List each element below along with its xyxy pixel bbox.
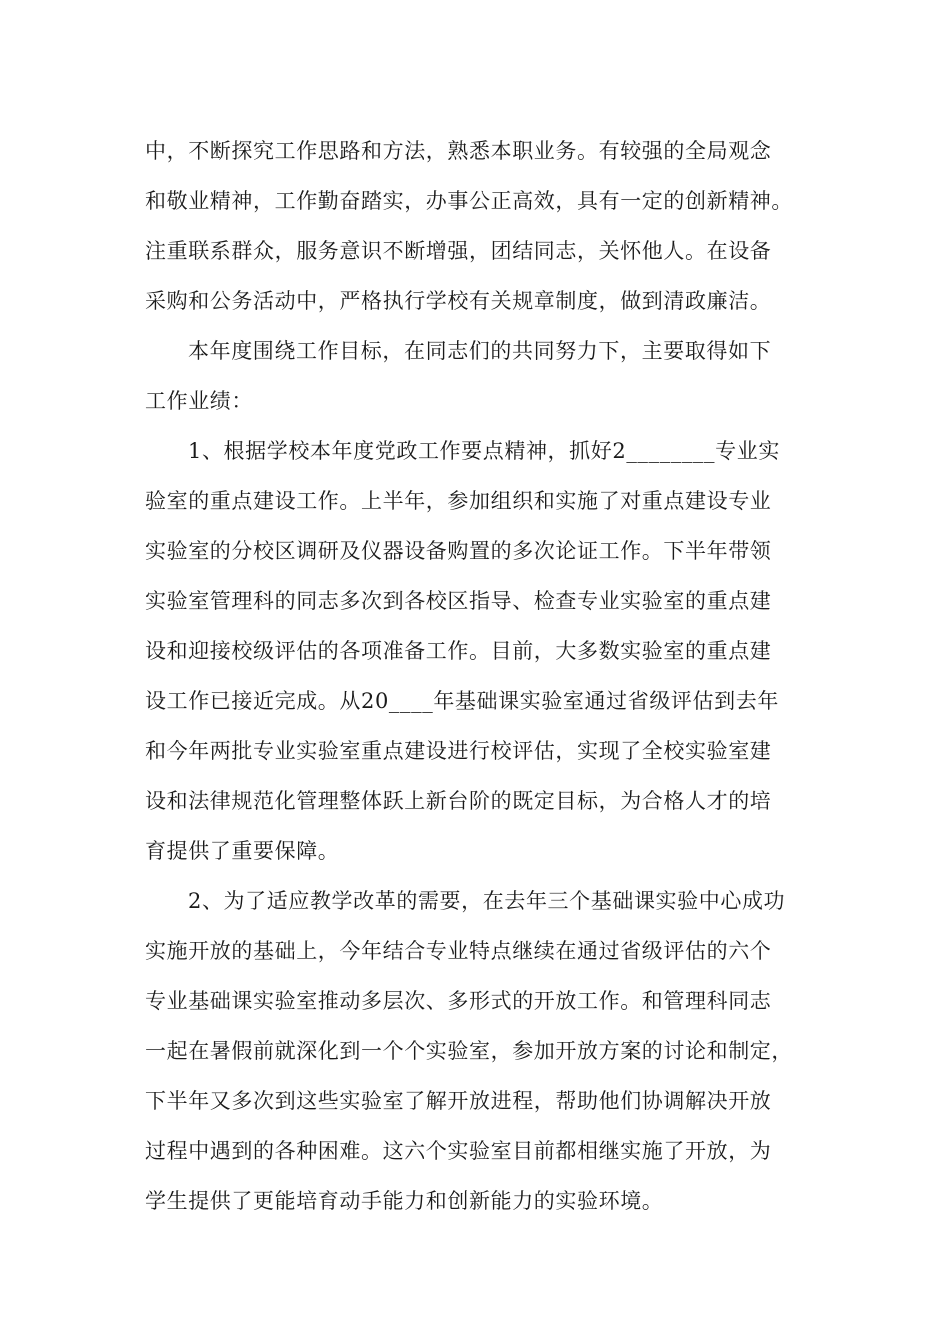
paragraph-first-line: 2、为了适应教学改革的需要，在去年三个基础课实验中心成功 — [188, 889, 786, 913]
text-line: 下半年又多次到这些实验室了解开放进程，帮助他们协调解决开放 — [145, 1089, 772, 1113]
text-line: 设和迎接校级评估的各项准备工作。目前，大多数实验室的重点建 — [145, 639, 772, 663]
text-line: 学生提供了更能培育动手能力和创新能力的实验环境。 — [145, 1189, 664, 1213]
text-line: 实施开放的基础上，今年结合专业特点继续在通过省级评估的六个 — [145, 939, 772, 963]
text-line: 设工作已接近完成。从20____年基础课实验室通过省级评估到去年 — [145, 689, 779, 713]
text-line: 注重联系群众，服务意识不断增强，团结同志，关怀他人。在设备 — [145, 239, 772, 263]
paragraph-first-line: 本年度围绕工作目标，在同志们的共同努力下，主要取得如下 — [188, 339, 772, 363]
text-line: 和敬业精神，工作勤奋踏实，办事公正高效，具有一定的创新精神。 — [145, 189, 793, 213]
text-line: 一起在暑假前就深化到一个个实验室，参加开放方案的讨论和制定， — [145, 1039, 793, 1063]
text-line: 中，不断探究工作思路和方法，熟悉本职业务。有较强的全局观念 — [145, 139, 772, 163]
text-line: 实验室管理科的同志多次到各校区指导、检查专业实验室的重点建 — [145, 589, 772, 613]
text-line: 实验室的分校区调研及仪器设备购置的多次论证工作。下半年带领 — [145, 539, 772, 563]
text-line: 设和法律规范化管理整体跃上新台阶的既定目标，为合格人才的培 — [145, 789, 772, 813]
text-line: 过程中遇到的各种困难。这六个实验室目前都相继实施了开放，为 — [145, 1139, 772, 1163]
paragraph-first-line: 1、根据学校本年度党政工作要点精神，抓好2________专业实 — [188, 439, 780, 463]
text-line: 专业基础课实验室推动多层次、多形式的开放工作。和管理科同志 — [145, 989, 772, 1013]
text-line: 验室的重点建设工作。上半年，参加组织和实施了对重点建设专业 — [145, 489, 772, 513]
text-line: 育提供了重要保障。 — [145, 839, 340, 863]
text-line: 和今年两批专业实验室重点建设进行校评估，实现了全校实验室建 — [145, 739, 772, 763]
text-line: 工作业绩： — [145, 389, 253, 413]
text-line: 采购和公务活动中，严格执行学校有关规章制度，做到清政廉洁。 — [145, 289, 772, 313]
